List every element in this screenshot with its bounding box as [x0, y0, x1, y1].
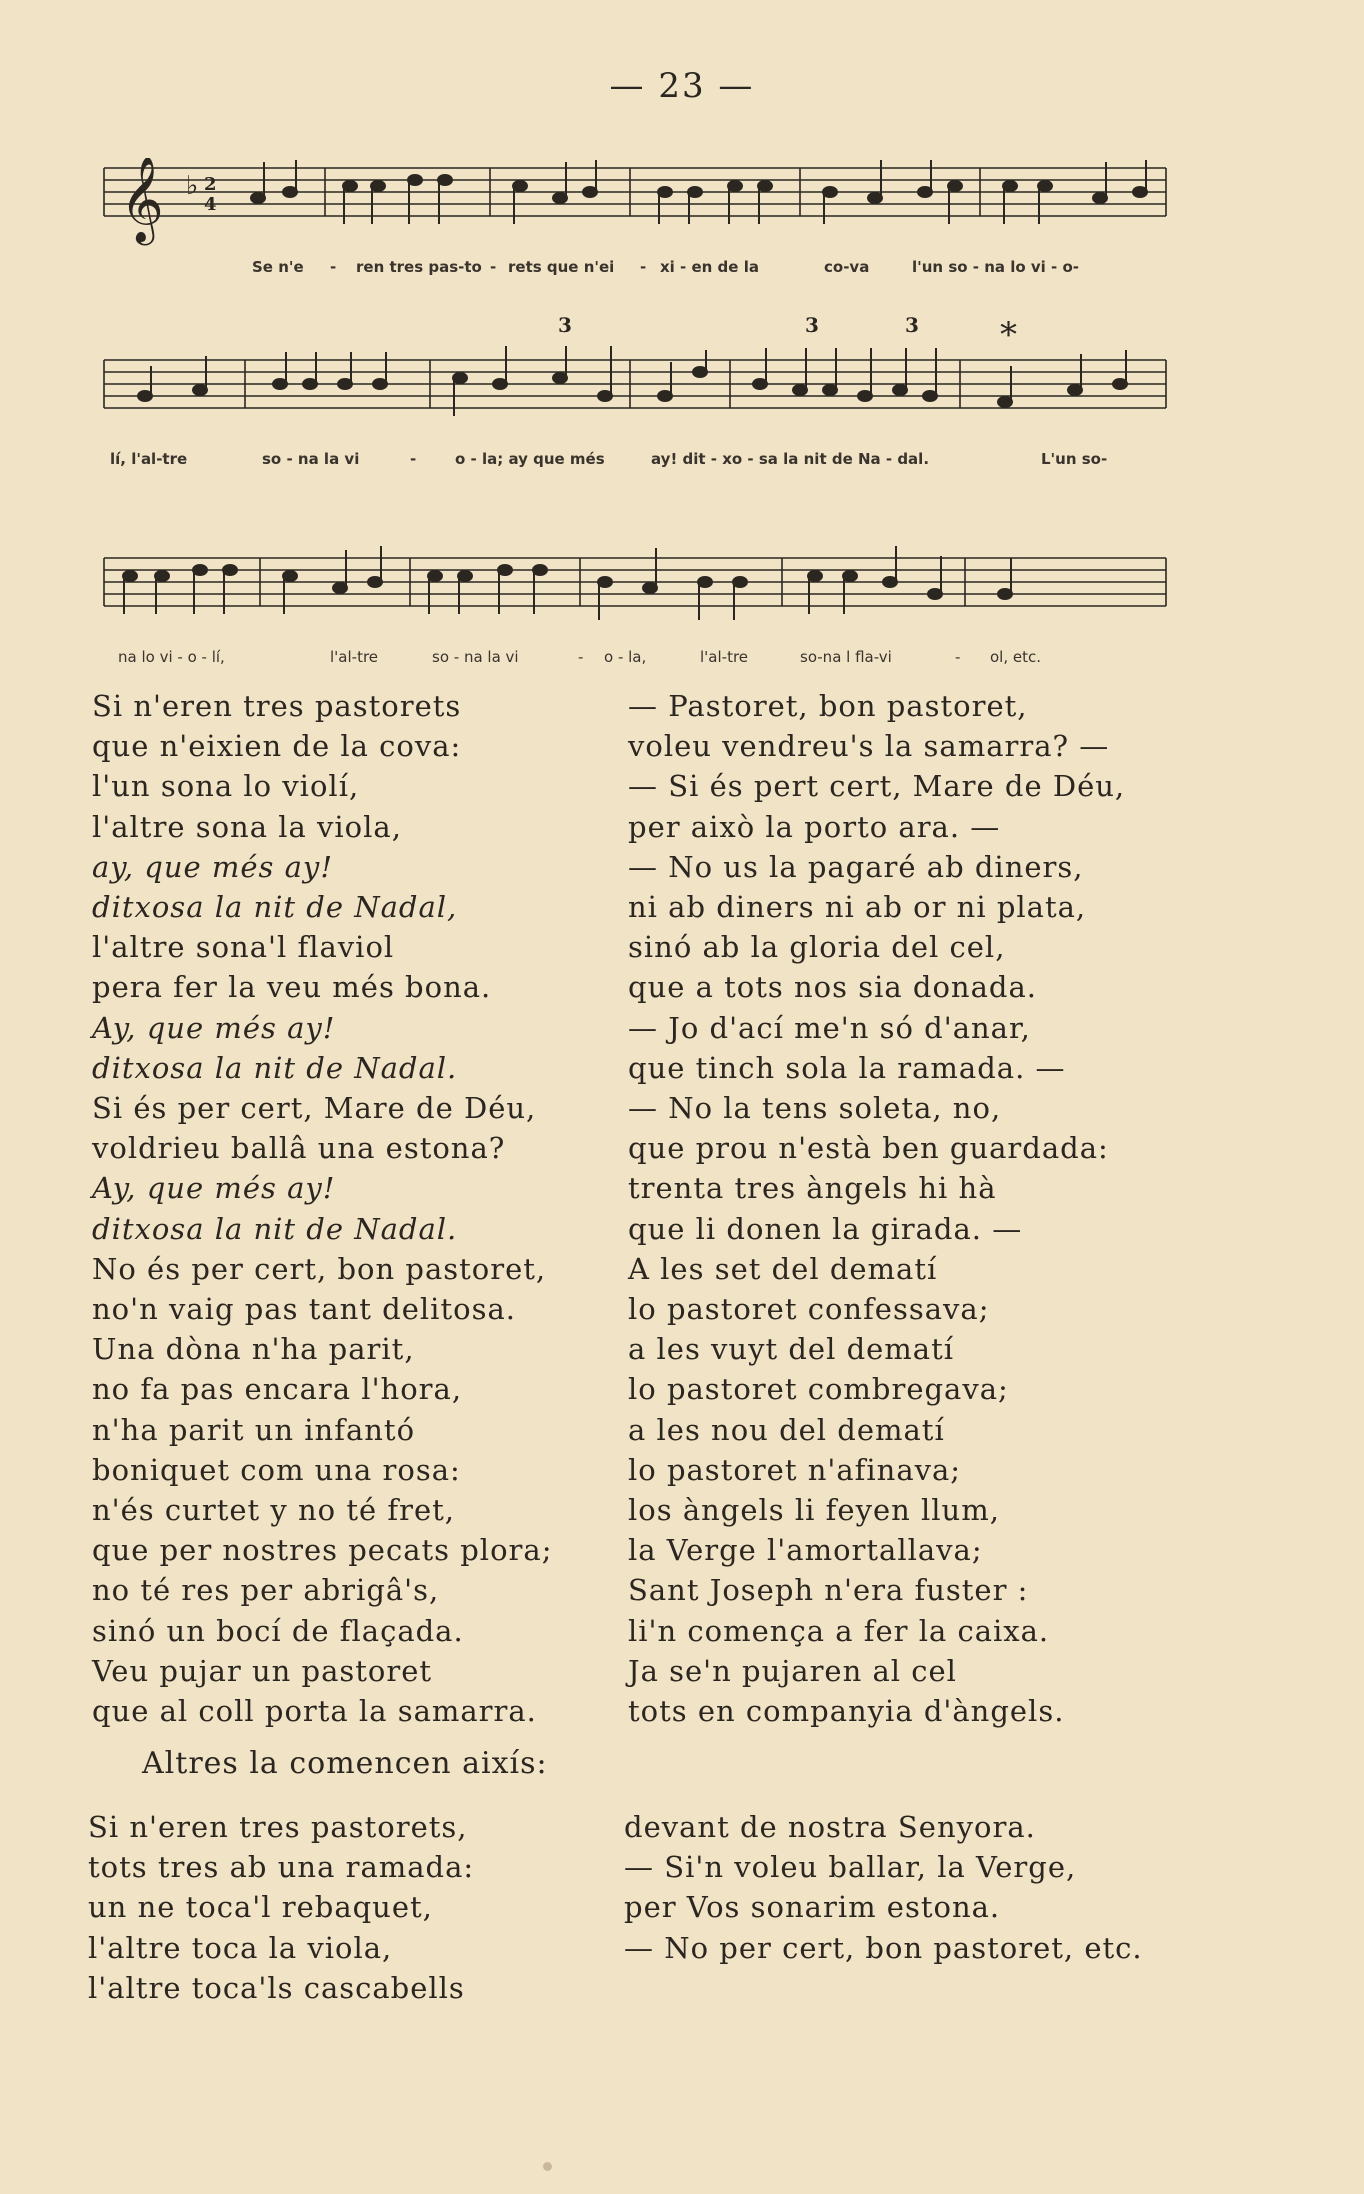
verse-line: voleu vendreu's la samarra? —: [628, 729, 1110, 764]
verse-line: ay, que més ay!: [92, 849, 333, 884]
verse-line: Si n'eren tres pastorets,: [88, 1810, 468, 1844]
verse-line: devant de nostra Senyora.: [624, 1810, 1036, 1844]
verse-line: ditxosa la nit de Nadal.: [92, 1211, 458, 1246]
svg-text:𝄞: 𝄞: [120, 158, 164, 242]
music-staff-2: [100, 310, 1170, 440]
svg-text:2: 2: [204, 174, 217, 195]
verse-line: Ay, que més ay!: [92, 1171, 336, 1206]
verse-line: que prou n'està ben guardada:: [628, 1131, 1109, 1166]
lyric-syllable: -: [640, 258, 647, 276]
lyric-syllable: l'un so - na lo vi - o-: [912, 258, 1080, 276]
music-staff-1: [100, 158, 1170, 254]
verse-line: l'altre sona la viola,: [92, 809, 402, 844]
verse-line: — Si'n voleu ballar, la Verge,: [624, 1850, 1077, 1885]
lyric-syllable: l'al-tre: [700, 648, 749, 666]
verse-line: un ne toca'l rebaquet,: [88, 1890, 433, 1925]
verse-line: — Si és pert cert, Mare de Déu,: [628, 769, 1126, 804]
lyric-syllable: ol, etc.: [990, 648, 1042, 666]
verse-line: Veu pujar un pastoret: [92, 1653, 433, 1688]
variant-left-column: [88, 1807, 474, 2008]
verse-line: — No la tens soleta, no,: [628, 1091, 1002, 1126]
lyric-syllable: co-va: [824, 258, 870, 276]
lyric-syllable: so - na la vi: [262, 450, 360, 468]
verse-line: que a tots nos sia donada.: [628, 970, 1037, 1005]
verse-line: ditxosa la nit de Nadal,: [92, 890, 458, 925]
lyric-syllable: na lo vi - o - lí,: [118, 648, 225, 666]
verse-line: que li donen la girada. —: [628, 1211, 1023, 1246]
verse-line: l'altre toca la viola,: [88, 1930, 393, 1965]
triplet-mark: 3: [558, 313, 572, 337]
verse-line: n'ha parit un infantó: [92, 1412, 416, 1447]
verse-line: Si és per cert, Mare de Déu,: [92, 1091, 537, 1126]
music-staff-3: [100, 536, 1170, 636]
lyric-syllable: lí, l'al-tre: [110, 450, 188, 468]
variant-right-column: [624, 1807, 1143, 1968]
lyric-syllable: xi - en de la: [660, 258, 759, 276]
lyric-syllable: rets que n'ei: [508, 258, 615, 276]
verse-line: que tinch sola la ramada. —: [628, 1050, 1066, 1085]
svg-text:♭: ♭: [186, 171, 199, 201]
asterisk-mark: *: [1000, 315, 1017, 355]
verse-line: Sant Joseph n'era fuster :: [628, 1573, 1029, 1608]
verse-line: tots en companyia d'àngels.: [628, 1694, 1065, 1729]
verse-line: l'altre toca'ls cascabells: [88, 1970, 465, 2005]
verse-line: Ay, que més ay!: [92, 1010, 336, 1045]
verse-line: A les set del dematí: [628, 1251, 938, 1286]
page-number: — 23 —: [609, 66, 755, 106]
verse-line: lo pastoret combregava;: [628, 1372, 1009, 1407]
poem-right-column: [628, 686, 1125, 1731]
verse-line: la Verge l'amortallava;: [628, 1533, 983, 1568]
lyric-syllable: -: [490, 258, 497, 276]
svg-text:4: 4: [204, 194, 217, 215]
verse-line: l'un sona lo violí,: [92, 769, 360, 804]
verse-line: los àngels li feyen llum,: [628, 1493, 1000, 1528]
verse-line: pera fer la veu més bona.: [92, 970, 492, 1005]
verse-line: l'altre sona'l flaviol: [92, 930, 395, 965]
lyric-syllable: l'al-tre: [330, 648, 379, 666]
section-subheading: Altres la comencen aixís:: [142, 1746, 548, 1781]
verse-line: — Pastoret, bon pastoret,: [628, 689, 1028, 723]
verse-line: Ja se'n pujaren al cel: [628, 1653, 957, 1688]
verse-line: no fa pas encara l'hora,: [92, 1372, 463, 1407]
triplet-mark: 3: [905, 313, 919, 337]
verse-line: lo pastoret confessava;: [628, 1292, 990, 1327]
verse-line: sinó ab la gloria del cel,: [628, 930, 1006, 965]
verse-line: ditxosa la nit de Nadal.: [92, 1050, 458, 1085]
page-speck: [543, 2162, 552, 2171]
lyric-syllable: -: [330, 258, 337, 276]
verse-line: no té res per abrigâ's,: [92, 1573, 440, 1608]
verse-line: lo pastoret n'afinava;: [628, 1452, 962, 1487]
verse-line: voldrieu ballâ una estona?: [92, 1131, 506, 1166]
verse-line: Si n'eren tres pastorets: [92, 689, 462, 723]
verse-line: trenta tres àngels hi hà: [628, 1171, 997, 1206]
verse-line: Una dòna n'ha parit,: [92, 1332, 415, 1367]
poem-left-column: [92, 686, 552, 1731]
verse-line: per Vos sonarim estona.: [624, 1890, 1001, 1925]
verse-line: a les nou del dematí: [628, 1412, 945, 1447]
triplet-mark: 3: [805, 313, 819, 337]
verse-line: per això la porto ara. —: [628, 809, 1001, 844]
verse-line: boniquet com una rosa:: [92, 1452, 461, 1487]
verse-line: — No per cert, bon pastoret, etc.: [624, 1930, 1143, 1965]
lyric-syllable: L'un so-: [1041, 450, 1108, 468]
lyric-syllable: ay! dit - xo - sa la nit de Na - dal.: [651, 450, 930, 468]
verse-line: — No us la pagaré ab diners,: [628, 849, 1084, 884]
verse-line: a les vuyt del dematí: [628, 1332, 955, 1367]
lyric-syllable: o - la; ay que més: [455, 450, 605, 468]
lyric-syllable: Se n'e: [252, 258, 304, 276]
lyric-syllable: ren tres pas-to: [356, 258, 482, 276]
lyric-syllable: so-na l fla-vi: [800, 648, 892, 666]
lyric-syllable: -: [578, 648, 584, 666]
lyric-syllable: -: [410, 450, 417, 468]
lyric-syllable: -: [955, 648, 961, 666]
verse-line: No és per cert, bon pastoret,: [92, 1251, 547, 1286]
verse-line: que n'eixien de la cova:: [92, 729, 462, 764]
verse-line: n'és curtet y no té fret,: [92, 1493, 456, 1528]
verse-line: no'n vaig pas tant delitosa.: [92, 1292, 516, 1327]
lyric-syllable: so - na la vi: [432, 648, 519, 666]
lyric-syllable: o - la,: [604, 648, 647, 666]
verse-line: que per nostres pecats plora;: [92, 1533, 553, 1568]
verse-line: sinó un bocí de flaçada.: [92, 1613, 464, 1648]
verse-line: li'n comença a fer la caixa.: [628, 1613, 1050, 1648]
verse-line: tots tres ab una ramada:: [88, 1850, 475, 1885]
verse-line: — Jo d'ací me'n só d'anar,: [628, 1010, 1031, 1045]
verse-line: que al coll porta la samarra.: [92, 1694, 537, 1729]
verse-line: ni ab diners ni ab or ni plata,: [628, 890, 1087, 925]
